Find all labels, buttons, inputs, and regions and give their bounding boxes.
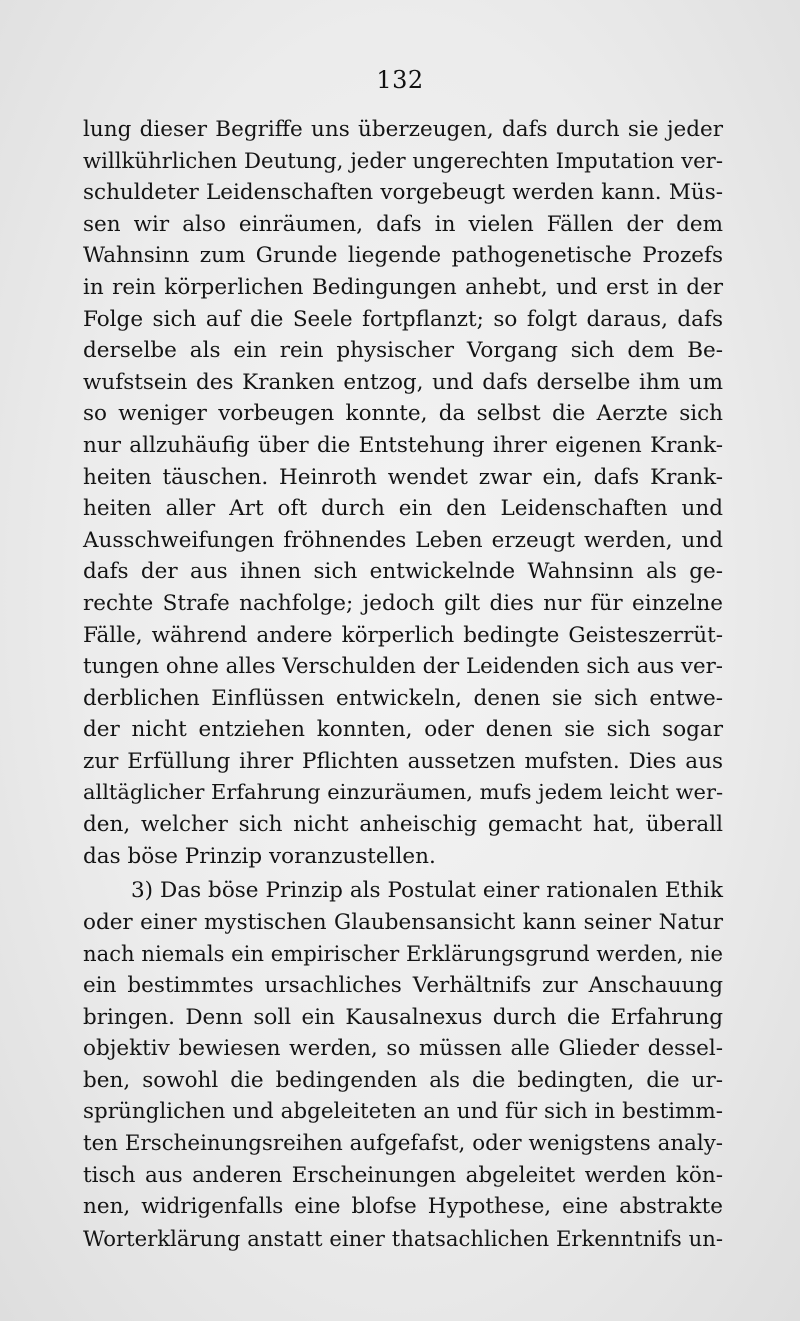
- text-line: sen wir also einräumen, dafs in vielen Fällen der dem: [83, 211, 723, 237]
- text-line: oder einer mystischen Glaubensansicht kann seiner Natur: [83, 909, 723, 935]
- text-line: nach niemals ein empirischer Erklärungsgrund werden, nie: [83, 941, 724, 967]
- text-line: Wahnsinn zum Grunde liegende pathogenetische Prozefs: [83, 243, 723, 269]
- text-line: ein bestimmtes ursachliches Verhältnifs zur Anschauung: [83, 973, 723, 999]
- text-line: alltäglicher Erfahrung einzuräumen, mufs jedem leicht wer-: [83, 780, 724, 805]
- text-line: tisch aus anderen Erscheinungen abgeleitet werden kön-: [83, 1162, 723, 1188]
- text-line: rechte Strafe nachfolge; jedoch gilt dies nur für einzelne: [83, 590, 723, 616]
- text-line: schuldeter Leidenschaften vorgebeugt werden kann. Müs-: [83, 180, 723, 206]
- text-line: derselbe als ein rein physischer Vorgang sich dem Be-: [83, 338, 723, 364]
- text-line: so weniger vorbeugen konnte, da selbst die Aerzte sich: [83, 401, 723, 427]
- text-line-paragraph-start: 3) Das böse Prinzip als Postulat einer rationalen Ethik: [131, 878, 723, 904]
- text-line: objektiv bewiesen werden, so müssen alle Glieder dessel-: [83, 1036, 723, 1062]
- text-line: den, welcher sich nicht anheischig gemacht hat, überall: [83, 812, 723, 838]
- text-line: in rein körperlichen Bedingungen anhebt, und erst in der: [83, 274, 723, 300]
- text-line: bringen. Denn soll ein Kausalnexus durch die Erfahrung: [83, 1004, 723, 1030]
- text-line: derblichen Einflüssen entwickeln, denen sie sich entwe-: [83, 685, 723, 711]
- text-line: ben, sowohl die bedingenden als die bedingten, die ur-: [83, 1067, 723, 1093]
- text-line: Folge sich auf die Seele fortpflanzt; so folgt daraus, dafs: [83, 306, 723, 332]
- text-line: wufstsein des Kranken entzog, und dafs derselbe ihm um: [83, 369, 723, 395]
- text-line: der nicht entziehen konnten, oder denen sie sich sogar: [83, 717, 723, 743]
- text-line: dafs der aus ihnen sich entwickelnde Wahnsinn als ge-: [83, 559, 723, 585]
- text-line: nen, widrigenfalls eine blofse Hypothese, eine abstrakte: [83, 1194, 723, 1220]
- text-line: nur allzuhäufig über die Entstehung ihrer eigenen Krank-: [83, 432, 723, 458]
- text-line: Fälle, während andere körperlich bedingte Geisteszerrüt-: [83, 622, 723, 648]
- body-text: [83, 114, 723, 1254]
- text-line: Ausschweifungen fröhnendes Leben erzeugt werden, und: [83, 527, 723, 553]
- text-line: heiten aller Art oft durch ein den Leidenschaften und: [83, 496, 723, 522]
- text-line: willkührlichen Deutung, jeder ungerechten Imputation ver-: [83, 148, 723, 174]
- text-line: lung dieser Begriffe uns überzeugen, dafs durch sie jeder: [83, 117, 723, 142]
- text-line: sprünglichen und abgeleiteten an und für sich in bestimm-: [83, 1099, 723, 1125]
- text-line: Worterklärung anstatt einer thatsachlichen Erkenntnifs un-: [83, 1225, 723, 1251]
- text-line: ten Erscheinungsreihen aufgefafst, oder wenigstens analy-: [83, 1131, 723, 1156]
- page-number: 132: [376, 66, 424, 94]
- text-line-paragraph-end: das böse Prinzip voranzustellen.: [83, 843, 436, 869]
- text-line: heiten täuschen. Heinroth wendet zwar ein, dafs Krank-: [83, 464, 723, 490]
- text-line: zur Erfüllung ihrer Pflichten aussetzen mufsten. Dies aus: [83, 748, 723, 774]
- text-line: tungen ohne alles Verschulden der Leidenden sich aus ver-: [83, 654, 723, 680]
